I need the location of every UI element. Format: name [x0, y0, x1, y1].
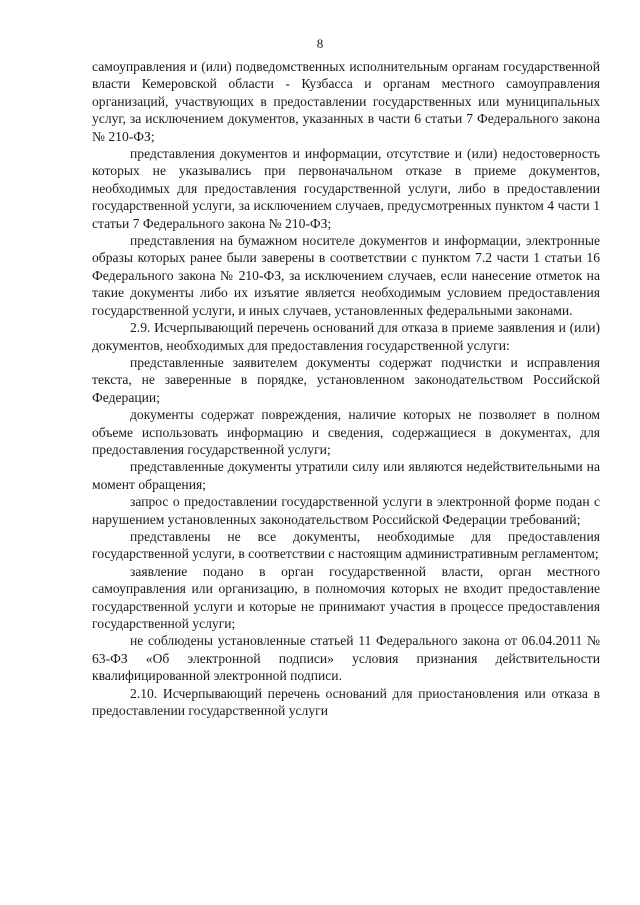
paragraph-7: представленные документы утратили силу или являются недействительными на момент обращения; — [92, 459, 600, 492]
paragraph-1: самоуправления и (или) подведомственных исполнительным органам государственной власти Кемеровской области - Кузбасса и органам местного самоуправления организаций, участвующих в предоставлении государственных или муниципальных услуг, за исключением документов, указанных в части 6 статьи 7 Федерального закона № 210-ФЗ; — [92, 59, 600, 144]
paragraph-9: представлены не все документы, необходимые для предоставления государственной услуги, в соответствии с настоящим административным регламентом; — [92, 528, 600, 562]
paragraph-4: 2.9. Исчерпывающий перечень оснований для отказа в приеме заявления и (или) документов, необходимых для предоставления государственной услуги: — [92, 320, 600, 353]
document-body — [92, 58, 600, 719]
page-number: 8 — [316, 36, 324, 51]
paragraph-8: запрос о предоставлении государственной услуги в электронной форме подан с нарушением установленных законодательством Российской Федерации требований; — [92, 494, 600, 527]
paragraph-12: 2.10. Исчерпывающий перечень оснований для приостановления или отказа в предоставлении государственной услуги — [92, 685, 600, 719]
paragraph-2: представления документов и информации, отсутствие и (или) недостоверность которых не указывались при первоначальном отказе в приеме документов, необходимых для предоставления государственной услуги, либо в предоставлении государственной услуги, за исключением случаев, предусмотренных пунктом 4 части 1 статьи 7 Федерального закона № 210-ФЗ; — [92, 146, 600, 231]
paragraph-5: представленные заявителем документы содержат подчистки и исправления текста, не заверенные в порядке, установленном законодательством Российской Федерации; — [92, 354, 600, 405]
paragraph-11: не соблюдены установленные статьей 11 Федерального закона от 06.04.2011 № 63-ФЗ «Об электронной подписи» условия признания действительности квалифицированной электронной подписи. — [92, 633, 600, 684]
paragraph-10: заявление подано в орган государственной власти, орган местного самоуправления или организацию, в полномочия которых не входит предоставление государственной услуги и которые не принимают участия в процессе предоставления государственной услуги; — [92, 563, 600, 631]
paragraph-3: представления на бумажном носителе документов и информации, электронные образы которых ранее были заверены в соответствии с пунктом 7.2 части 1 статьи 16 Федерального закона № 210-ФЗ, за исключением случаев, если нанесение отметок на такие документы либо их изъятие является необходимым условием предоставления государственной услуги, и иных случаев, установленных федеральными законами. — [92, 233, 600, 318]
paragraph-6: документы содержат повреждения, наличие которых не позволяет в полном объеме использовать информацию и сведения, содержащиеся в документах, для предоставления государственной услуги; — [92, 407, 600, 457]
